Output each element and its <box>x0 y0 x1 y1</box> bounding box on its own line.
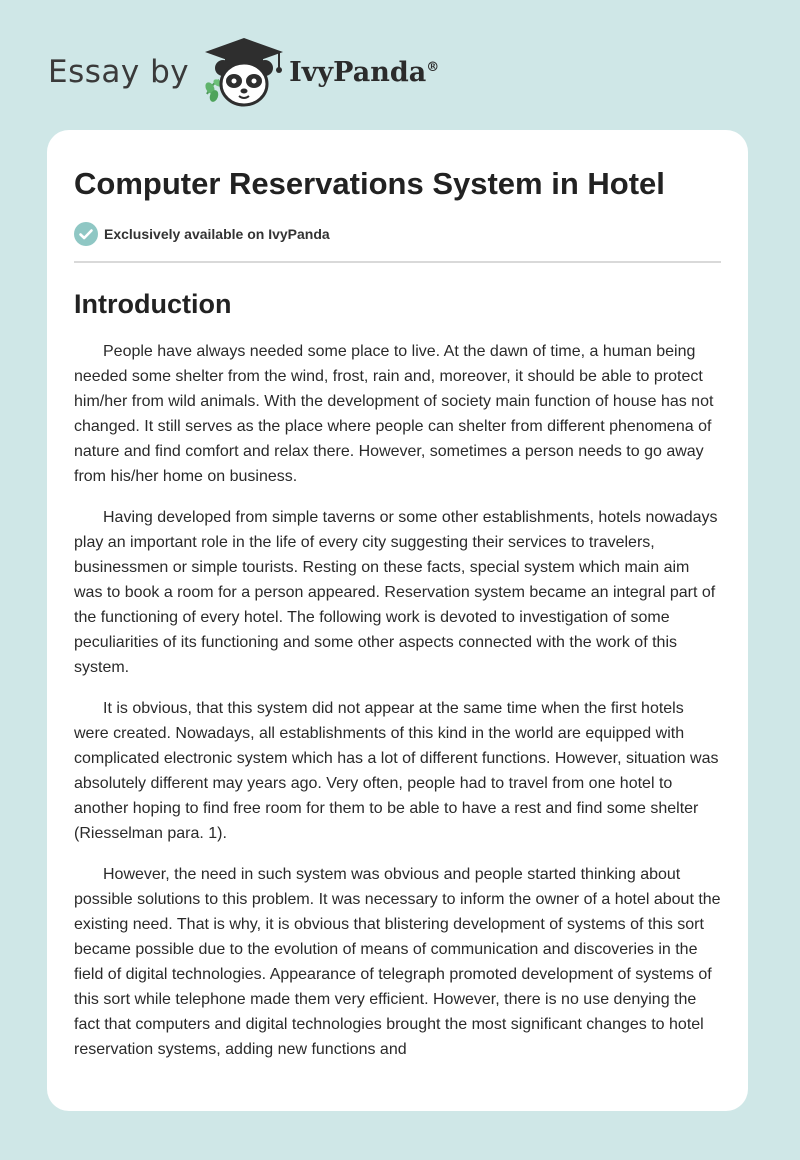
brand-header[interactable] <box>48 36 439 108</box>
brand-name: IvyPanda® <box>289 56 440 88</box>
paragraph: It is obvious, that this system did not appear at the same time when the first hotels were created. Nowadays, all establishments of this kind in the world are equipped with complicated electronic system which has a lot of different functions. However, situation was absolutely different may years ago. Very often, people had to travel from one hotel to another hoping to find free room for them to be able to have a rest and find some shelter (Riesselman para. 1). <box>74 700 719 842</box>
badge-text: Exclusively available on IvyPanda <box>104 226 330 242</box>
article-body <box>74 339 721 1062</box>
panda-logo-icon <box>201 36 287 108</box>
exclusive-badge <box>74 222 721 246</box>
paragraph: However, the need in such system was obvious and people started thinking about possible solutions to this problem. It was necessary to inform the owner of a hotel about the existing need. That is why, it is obvious that blistering development of systems of this sort became possible due to the evolution of means of communication and discoveries in the field of digital technologies. Appearance of telegraph promoted development of systems of this sort while telephone made them very efficient. However, there is no use denying the fact that computers and digital technologies brought the most significant changes to hotel reservation systems, adding new functions and <box>74 866 721 1058</box>
paragraph: People have always needed some place to live. At the dawn of time, a human being needed some shelter from the wind, frost, rain and, moreover, it should be able to protect him/her from wild animals. With the development of society main function of house has not changed. It still serves as the place where people can shelter from different phenomena of nature and find comfort and relax there. However, sometimes a person needs to go away from his/her home on business. <box>74 343 714 485</box>
divider <box>74 261 721 263</box>
page-title: Computer Reservations System in Hotel <box>74 166 665 201</box>
paragraph: Having developed from simple taverns or some other establishments, hotels nowadays play an important role in the life of every city suggesting their services to travelers, businessmen or simple tourists. Resting on these facts, special system which main aim was to book a room for a person appeared. Reservation system became an integral part of the functioning of every hotel. The following work is devoted to investigation of some peculiarities of its functioning and some other aspects connected with the work of this system. <box>74 509 718 676</box>
article-card <box>47 130 748 1111</box>
check-circle-icon <box>74 222 98 246</box>
brand-prefix: Essay by <box>48 54 190 90</box>
section-heading: Introduction <box>74 289 232 319</box>
